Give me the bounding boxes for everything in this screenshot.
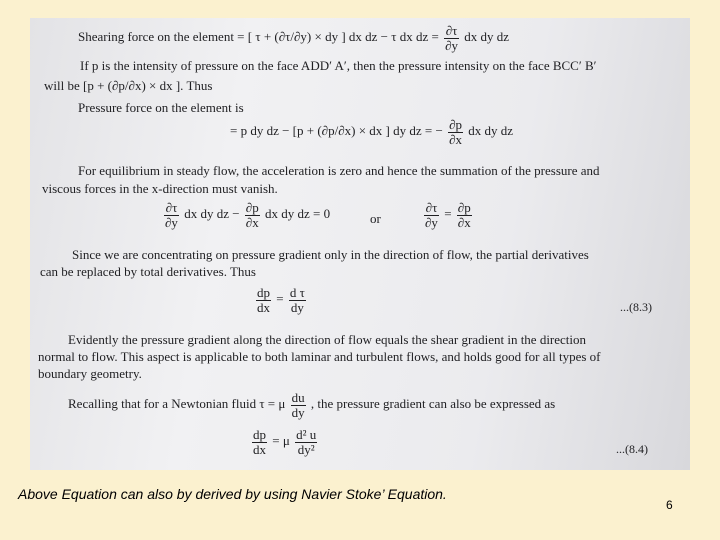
fraction: $\frac{du}{dy}$ xyxy=(291,390,305,420)
text-line: normal to flow. This aspect is applicable to both laminar and turbulent flows, and holds good for all types of xyxy=(38,349,601,364)
fraction: $\frac{dp}{dx}$ xyxy=(253,427,266,457)
or-word: or xyxy=(370,211,381,226)
text-line: can be replaced by total derivatives. Thus xyxy=(40,264,256,279)
equilibrium-equation-reduced: $\frac{\partial\tau}{\partial y}$ = $\frac{\partial p}{\partial x}$ xyxy=(425,200,471,230)
textbook-page xyxy=(30,18,690,470)
fraction: $\frac{\partial p}{\partial x}$ xyxy=(457,200,471,230)
equilibrium-equation: $\frac{\partial\tau}{\partial y}$ dx dy dz − $\frac{\partial p}{\partial x}$ dx dy dz = 0 xyxy=(165,200,331,230)
text-line: For equilibrium in steady flow, the acceleration is zero and hence the summation of the pressure and xyxy=(78,163,600,178)
equation-number: ...(8.3) xyxy=(620,300,652,314)
fraction: $\frac{\partial p}{\partial x}$ xyxy=(245,200,259,230)
fraction: $\frac{\text{d² u}}{\text{dy²}}$ xyxy=(296,427,317,457)
equation-8-3: $\frac{dp}{dx}$ = $\frac{\text{d τ}}{dy}$ xyxy=(257,285,305,315)
fraction: $\frac{\partial\tau}{\partial y}$ xyxy=(165,200,178,230)
equation-number: ...(8.4) xyxy=(616,442,648,456)
page-number: 6 xyxy=(666,498,673,512)
text-line: Since we are concentrating on pressure gradient only in the direction of flow, the partial derivatives xyxy=(72,247,589,262)
text-line: If p is the intensity of pressure on the face ADD′ A′, then the pressure intensity on the face BCC′ B′ xyxy=(80,58,597,73)
text-line: boundary geometry. xyxy=(38,366,142,381)
text-line: Evidently the pressure gradient along the direction of flow equals the shear gradient in the direction xyxy=(68,332,587,347)
fraction: $\frac{dp}{dx}$ xyxy=(257,285,270,315)
newtonian-fluid-line: Recalling that for a Newtonian fluid τ = μ $\frac{du}{dy}$ , the pressure gradient can also be expressed as xyxy=(68,390,556,420)
fraction: $\frac{\partial\tau}{\partial y}$ xyxy=(445,23,459,53)
text-line: Pressure force on the element is xyxy=(78,100,244,115)
equation-8-4: $\frac{dp}{dx}$ = μ $\frac{\text{d² u}}{\text{dy²}}$ xyxy=(253,427,317,457)
fraction: $\frac{\partial\tau}{\partial y}$ xyxy=(425,200,438,230)
fraction: $\frac{\partial p}{\partial x}$ xyxy=(449,117,462,147)
shearing-force-line: Shearing force on the element = [ τ + (∂τ/∂y) × dy ] dx dz − τ dx dz = $\frac{\partial\tau}{\partial y}$ dx dy dz xyxy=(78,23,510,53)
textbook-photo xyxy=(30,18,690,470)
text-line: will be [p + (∂p/∂x) × dx ]. Thus xyxy=(44,78,213,93)
pressure-force-equation: = p dy dz − [p + (∂p/∂x) × dx ] dy dz = − $\frac{\partial p}{\partial x}$ dx dy dz xyxy=(230,117,514,147)
slide-caption: Above Equation can also by derived by using Navier Stoke’ Equation. xyxy=(18,486,447,502)
text-line: viscous forces in the x-direction must vanish. xyxy=(42,181,278,196)
fraction: $\frac{\text{d τ}}{dy}$ xyxy=(289,285,305,315)
